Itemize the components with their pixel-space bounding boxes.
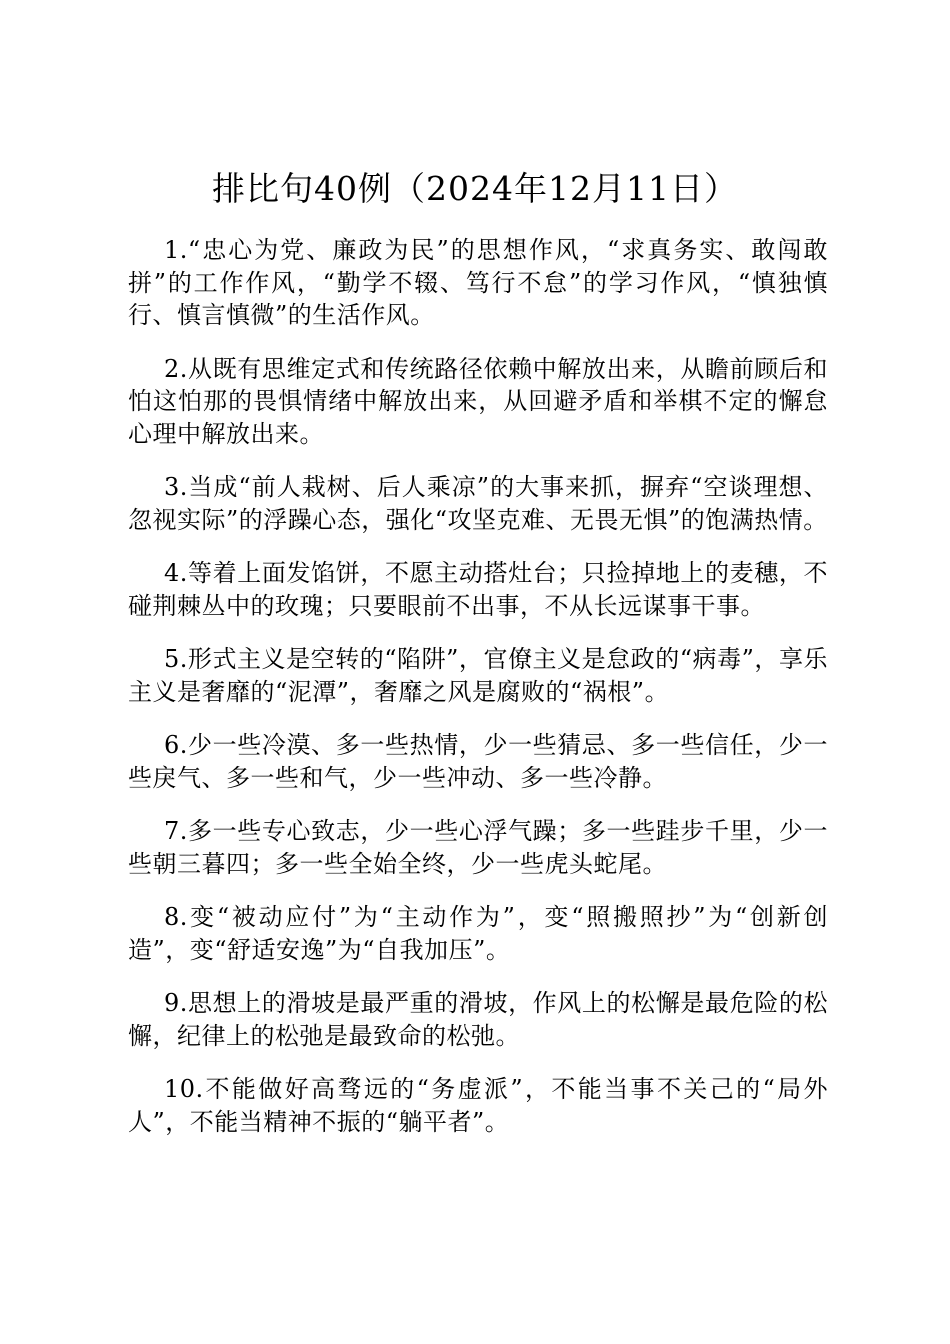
paragraph-6: 6.少一些冷漠、多一些热情，少一些猜忌、多一些信任，少一些戾气、多一些和气，少一些冲动、多一些冷静。 bbox=[128, 731, 828, 792]
document-title: 排比句40例（2024年12月11日） bbox=[212, 169, 738, 208]
paragraph-4: 4.等着上面发馅饼，不愿主动搭灶台；只捡掉地上的麦穗，不碰荆棘丛中的玫瑰；只要眼前不出事，不从长远谋事干事。 bbox=[128, 559, 828, 620]
paragraph-7: 7.多一些专心致志，少一些心浮气躁；多一些跬步千里，少一些朝三暮四；多一些全始全终，少一些虎头蛇尾。 bbox=[128, 817, 828, 878]
paragraph-1: 1.“忠心为党、廉政为民”的思想作风，“求真务实、敢闯敢拼”的工作作风，“勤学不辍、笃行不怠”的学习作风，“慎独慎行、慎言慎微”的生活作风。 bbox=[128, 236, 828, 329]
paragraph-10: 10.不能做好高骛远的“务虚派”，不能当事不关己的“局外人”，不能当精神不振的“躺平者”。 bbox=[128, 1075, 828, 1136]
paragraph-5: 5.形式主义是空转的“陷阱”，官僚主义是怠政的“病毒”，享乐主义是奢靡的“泥潭”，奢靡之风是腐败的“祸根”。 bbox=[128, 645, 828, 706]
paragraph-8: 8.变“被动应付”为“主动作为”，变“照搬照抄”为“创新创造”，变“舒适安逸”为“自我加压”。 bbox=[128, 903, 828, 964]
document-body bbox=[128, 234, 828, 1159]
paragraph-2: 2.从既有思维定式和传统路径依赖中解放出来，从瞻前顾后和怕这怕那的畏惧情绪中解放出来，从回避矛盾和举棋不定的懈怠心理中解放出来。 bbox=[128, 354, 828, 448]
paragraph-3: 3.当成“前人栽树、后人乘凉”的大事来抓，摒弃“空谈理想、忽视实际”的浮躁心态，强化“攻坚克难、无畏无惧”的饱满热情。 bbox=[128, 473, 828, 534]
paragraph-9: 9.思想上的滑坡是最严重的滑坡，作风上的松懈是最危险的松懈，纪律上的松弛是最致命的松弛。 bbox=[128, 989, 828, 1050]
